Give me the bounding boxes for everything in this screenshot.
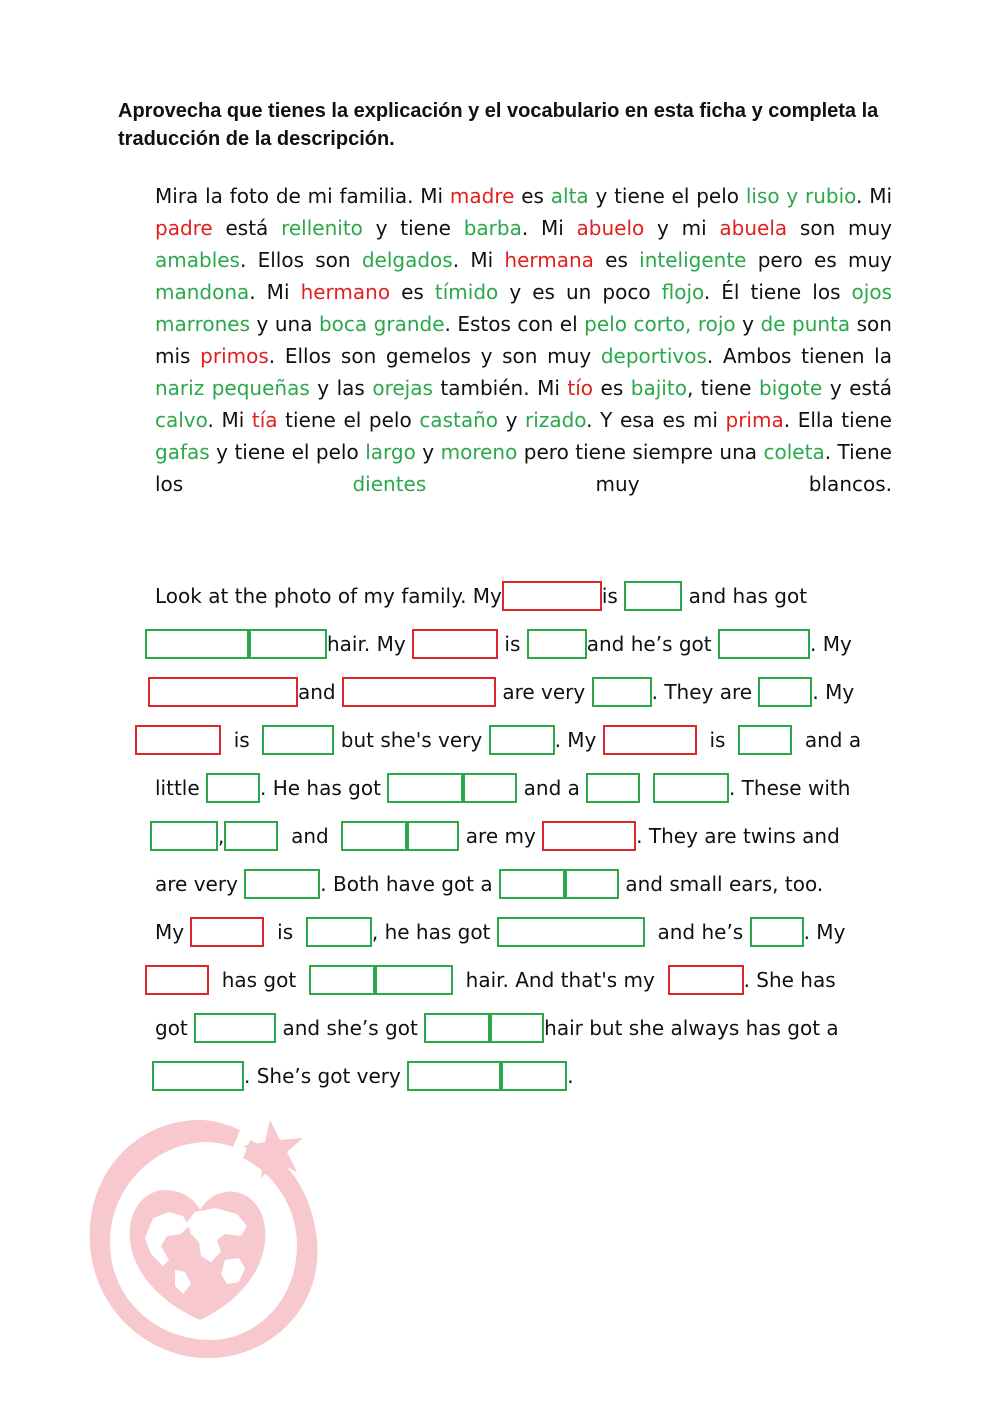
exercise-text: hair. My	[327, 632, 413, 656]
exercise-text: . My	[809, 632, 852, 656]
exercise-text: and she’s got	[276, 1016, 425, 1040]
vocabulary-word: calvo	[155, 408, 208, 432]
vocabulary-word: largo	[365, 440, 416, 464]
text-segment: y	[415, 440, 441, 464]
exercise-text: are very	[495, 680, 592, 704]
vocabulary-word: bajito	[630, 376, 687, 400]
exercise-text: . Both have got a	[320, 872, 499, 896]
exercise-line	[145, 964, 836, 996]
family-word: tío	[567, 376, 594, 400]
vocabulary-answer-box[interactable]	[565, 869, 619, 899]
vocabulary-word: moreno	[440, 440, 518, 464]
family-answer-box[interactable]	[412, 629, 498, 659]
vocabulary-word: mandona	[155, 280, 250, 304]
exercise-line	[155, 580, 807, 612]
vocabulary-word: pelo corto, rojo	[584, 312, 736, 336]
vocabulary-answer-box[interactable]	[249, 629, 327, 659]
exercise-text: but she's very	[334, 728, 489, 752]
family-answer-box[interactable]	[145, 965, 209, 995]
text-segment: y una	[250, 312, 319, 336]
text-segment: y	[498, 408, 526, 432]
vocabulary-answer-box[interactable]	[501, 1061, 567, 1091]
vocabulary-word: flojo	[661, 280, 704, 304]
text-segment: y	[735, 312, 761, 336]
family-answer-box[interactable]	[342, 677, 496, 707]
family-word: hermana	[504, 248, 594, 272]
vocabulary-answer-box[interactable]	[758, 677, 812, 707]
vocabulary-answer-box[interactable]	[653, 773, 729, 803]
text-segment: tiene el pelo	[277, 408, 420, 432]
exercise-text: are very	[155, 872, 245, 896]
text-segment: . Ellos son	[239, 248, 362, 272]
text-segment: es	[390, 280, 435, 304]
vocabulary-word: inteligente	[639, 248, 747, 272]
text-segment: y tiene el pelo	[588, 184, 746, 208]
vocabulary-answer-box[interactable]	[206, 773, 260, 803]
exercise-text: and he’s got	[586, 632, 718, 656]
text-segment: . Y esa es mi	[586, 408, 726, 432]
vocabulary-word: tímido	[434, 280, 499, 304]
exercise-line	[155, 868, 823, 900]
vocabulary-answer-box[interactable]	[224, 821, 278, 851]
exercise-text	[640, 776, 653, 800]
exercise-text: . My	[812, 680, 855, 704]
family-answer-box[interactable]	[190, 917, 264, 947]
exercise-line	[152, 1060, 574, 1092]
exercise-text: and has got	[682, 584, 808, 608]
exercise-text: My	[155, 920, 191, 944]
vocabulary-word: ojos marrones	[155, 280, 892, 336]
vocabulary-answer-box[interactable]	[262, 725, 334, 755]
text-segment: . Mi	[207, 408, 252, 432]
vocabulary-word: dientes	[352, 472, 427, 496]
vocabulary-answer-box[interactable]	[152, 1061, 244, 1091]
vocabulary-answer-box[interactable]	[424, 1013, 490, 1043]
exercise-line	[150, 820, 840, 852]
text-segment: . Mi	[452, 248, 505, 272]
watermark-logo	[65, 1100, 335, 1370]
exercise-text: Look at the photo of my family. My	[155, 584, 502, 608]
instructions: Aprovecha que tienes la explicación y el vocabulario en esta ficha y completa la traducción de la descripción.	[118, 100, 879, 150]
text-segment: son muy	[787, 216, 892, 240]
text-segment: pero tiene siempre una	[517, 440, 764, 464]
exercise-text: hair but she always has got a	[544, 1016, 839, 1040]
family-answer-box[interactable]	[668, 965, 744, 995]
vocabulary-word: orejas	[372, 376, 433, 400]
exercise-text: . These with	[728, 776, 851, 800]
text-segment: es	[514, 184, 551, 208]
text-segment: y tiene el pelo	[209, 440, 366, 464]
vocabulary-word: rizado	[525, 408, 587, 432]
vocabulary-answer-box[interactable]	[387, 773, 463, 803]
vocabulary-word: gafas	[155, 440, 210, 464]
exercise-text: is	[221, 728, 263, 752]
family-word: prima	[725, 408, 784, 432]
vocabulary-answer-box[interactable]	[490, 1013, 544, 1043]
exercise-text: and a	[792, 728, 862, 752]
exercise-text: is	[601, 584, 625, 608]
exercise-text: and he’s	[644, 920, 750, 944]
vocabulary-answer-box[interactable]	[624, 581, 682, 611]
text-segment: es	[593, 376, 631, 400]
vocabulary-answer-box[interactable]	[497, 917, 645, 947]
vocabulary-answer-box[interactable]	[463, 773, 517, 803]
family-word: hermano	[300, 280, 391, 304]
exercise-text: got	[155, 1016, 195, 1040]
family-answer-box[interactable]	[148, 677, 298, 707]
vocabulary-answer-box[interactable]	[309, 965, 375, 995]
vocabulary-word: deportivos	[600, 344, 707, 368]
exercise-line	[155, 916, 845, 948]
exercise-text: . They are twins and	[636, 824, 840, 848]
family-word: abuelo	[576, 216, 645, 240]
vocabulary-answer-box[interactable]	[150, 821, 218, 851]
vocabulary-word: barba	[463, 216, 522, 240]
vocabulary-answer-box[interactable]	[527, 629, 587, 659]
spanish-description	[155, 180, 892, 500]
vocabulary-word: amables	[155, 248, 240, 272]
exercise-text: .	[567, 1064, 574, 1088]
vocabulary-word: bigote	[759, 376, 823, 400]
exercise-text: . My	[803, 920, 846, 944]
family-word: abuela	[719, 216, 788, 240]
exercise-text: . She has	[743, 968, 836, 992]
text-segment: está	[212, 216, 282, 240]
text-segment: es	[593, 248, 640, 272]
text-segment: son mis	[155, 312, 892, 368]
exercise-line	[148, 676, 854, 708]
text-segment: . Ellos son gemelos y son muy	[268, 344, 601, 368]
text-segment: y mi	[644, 216, 720, 240]
exercise-text: , he has got	[371, 920, 497, 944]
text-segment: , tiene	[686, 376, 759, 400]
text-segment: . Mi	[249, 280, 301, 304]
vocabulary-answer-box[interactable]	[145, 629, 249, 659]
exercise-line	[135, 724, 861, 756]
family-word: madre	[449, 184, 515, 208]
exercise-text: is	[264, 920, 306, 944]
vocabulary-word: castaño	[419, 408, 498, 432]
vocabulary-word: de punta	[760, 312, 851, 336]
family-answer-box[interactable]	[135, 725, 221, 755]
text-segment: y las	[309, 376, 373, 400]
text-segment: y tiene	[362, 216, 464, 240]
vocabulary-answer-box[interactable]	[718, 629, 810, 659]
exercise-text: . She’s got very	[244, 1064, 408, 1088]
vocabulary-answer-box[interactable]	[194, 1013, 276, 1043]
text-segment: . Mi	[521, 216, 577, 240]
text-segment: . Él tiene los	[703, 280, 852, 304]
text-segment: y está	[822, 376, 893, 400]
exercise-text: and small ears, too.	[619, 872, 824, 896]
exercise-text: little	[155, 776, 207, 800]
exercise-text: hair. And that's my	[452, 968, 668, 992]
vocabulary-answer-box[interactable]	[499, 869, 565, 899]
vocabulary-answer-box[interactable]	[750, 917, 804, 947]
vocabulary-word: boca grande	[318, 312, 445, 336]
family-word: tía	[251, 408, 278, 432]
text-segment: pero es muy	[746, 248, 892, 272]
vocabulary-answer-box[interactable]	[592, 677, 652, 707]
vocabulary-word: nariz pequeñas	[155, 376, 310, 400]
exercise-text: . My	[554, 728, 603, 752]
text-segment: . Mi	[856, 184, 893, 208]
vocabulary-answer-box[interactable]	[306, 917, 372, 947]
exercise-text: and	[278, 824, 342, 848]
text-segment: . Ella tiene	[783, 408, 892, 432]
exercise-line	[145, 628, 852, 660]
family-answer-box[interactable]	[603, 725, 697, 755]
family-word: primos	[200, 344, 269, 368]
vocabulary-word: alta	[550, 184, 589, 208]
text-segment: muy blancos.	[426, 472, 893, 496]
vocabulary-word: rellenito	[281, 216, 363, 240]
vocabulary-word: coleta	[763, 440, 825, 464]
text-segment: . Estos con el	[444, 312, 585, 336]
vocabulary-answer-box[interactable]	[244, 869, 320, 899]
text-segment: . Tiene los	[155, 440, 892, 496]
exercise-text: . They are	[651, 680, 759, 704]
vocabulary-word: delgados	[361, 248, 453, 272]
vocabulary-answer-box[interactable]	[586, 773, 640, 803]
family-word: padre	[155, 216, 213, 240]
exercise-text: and a	[517, 776, 587, 800]
exercise-text: ,	[218, 824, 225, 848]
exercise-text: has got	[209, 968, 309, 992]
vocabulary-word: liso y rubio	[745, 184, 857, 208]
family-answer-box[interactable]	[542, 821, 636, 851]
text-segment: también. Mi	[432, 376, 568, 400]
exercise-line	[155, 1012, 839, 1044]
vocabulary-answer-box[interactable]	[738, 725, 792, 755]
text-segment: y es un poco	[498, 280, 662, 304]
vocabulary-answer-box[interactable]	[341, 821, 407, 851]
vocabulary-answer-box[interactable]	[489, 725, 555, 755]
text-segment: Mira la foto de mi familia. Mi	[155, 184, 450, 208]
vocabulary-answer-box[interactable]	[407, 821, 459, 851]
text-segment: . Ambos tienen la	[706, 344, 892, 368]
exercise-text: and	[298, 680, 342, 704]
exercise-line	[155, 772, 850, 804]
exercise-text: is	[696, 728, 739, 752]
vocabulary-answer-box[interactable]	[375, 965, 453, 995]
vocabulary-answer-box[interactable]	[407, 1061, 501, 1091]
family-answer-box[interactable]	[502, 581, 602, 611]
exercise-text: are my	[459, 824, 543, 848]
exercise-text: is	[498, 632, 527, 656]
exercise-text: . He has got	[260, 776, 388, 800]
